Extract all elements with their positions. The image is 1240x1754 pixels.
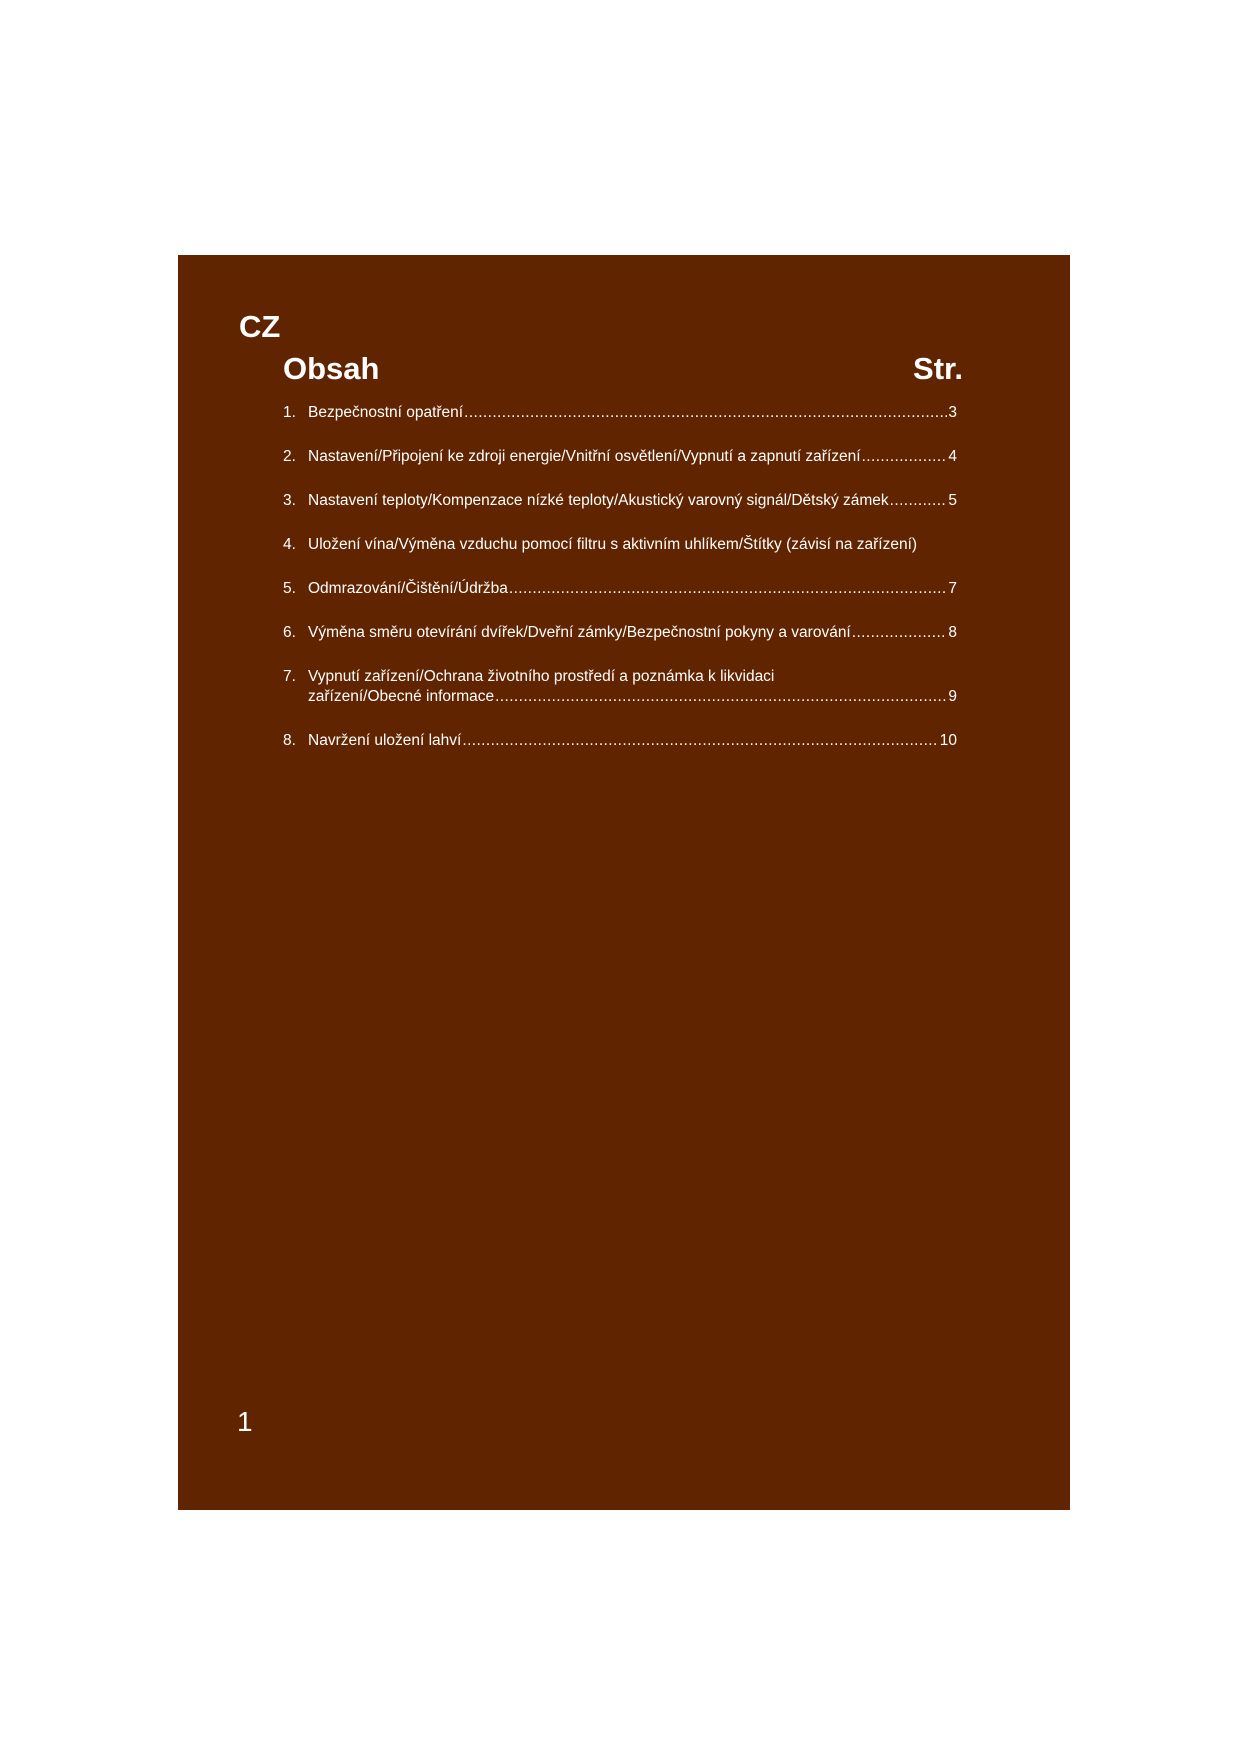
toc-header (283, 351, 963, 393)
dot-leader (464, 403, 947, 423)
toc-item-number: 8. (283, 732, 296, 749)
toc-item-page: 9 (948, 688, 957, 705)
dot-leader (890, 491, 948, 511)
toc-title: Obsah (283, 351, 380, 386)
toc-item-page: 5 (948, 492, 957, 509)
toc-item-page: 7 (948, 580, 957, 597)
toc-item-number: 6. (283, 624, 296, 641)
toc-item-number: 1. (283, 404, 296, 421)
toc-item-page: 8 (948, 624, 957, 641)
toc-item-5[interactable] (283, 579, 957, 599)
language-code: CZ (239, 309, 281, 344)
toc-item-title: Navržení uložení lahví (308, 732, 462, 749)
toc-item-title: Výměna směru otevírání dvířek/Dveřní zámky/Bezpečnostní pokyny a varování (308, 624, 851, 641)
toc-item-page: 4 (948, 448, 957, 465)
dot-leader (852, 623, 948, 643)
toc-item-number: 7. (283, 668, 296, 685)
toc-item-title: Uložení vína/Výměna vzduchu pomocí filtru s aktivním uhlíkem/Štítky (závisí na zařízení) (308, 536, 918, 553)
toc-item-7[interactable] (283, 667, 957, 707)
toc-item-number: 5. (283, 580, 296, 597)
toc-page-label: Str. (913, 351, 963, 386)
dot-leader (495, 687, 947, 707)
toc-item-title: Bezpečnostní opatření (308, 404, 464, 421)
toc-item-6[interactable] (283, 623, 957, 643)
toc-item-page: 10 (939, 732, 957, 749)
toc-item-title-line2: zařízení/Obecné informace (308, 688, 495, 705)
toc-item-title: Nastavení teploty/Kompenzace nízké teploty/Akustický varovný signál/Dětský zámek (308, 492, 889, 509)
toc-item-4[interactable] (283, 535, 957, 555)
dot-leader (462, 731, 938, 751)
toc-item-number: 2. (283, 448, 296, 465)
toc-item-page: 3 (948, 404, 957, 421)
toc-item-2[interactable] (283, 447, 957, 467)
dot-leader (862, 447, 948, 467)
toc-item-1[interactable] (283, 403, 957, 423)
page-number: 1 (237, 1406, 253, 1437)
toc-item-title: Nastavení/Připojení ke zdroji energie/Vnitřní osvětlení/Vypnutí a zapnutí zařízení (308, 448, 861, 465)
content-panel (178, 255, 1070, 1510)
toc-item-number: 4. (283, 536, 296, 553)
toc-item-3[interactable] (283, 491, 957, 511)
toc-item-number: 3. (283, 492, 296, 509)
toc-item-title: Odmrazování/Čištění/Údržba (308, 580, 508, 597)
toc-item-title-line1: Vypnutí zařízení/Ochrana životního prostředí a poznámka k likvidaci (308, 668, 775, 685)
dot-leader (509, 579, 948, 599)
toc-item-8[interactable] (283, 731, 957, 751)
toc-list (283, 403, 957, 775)
